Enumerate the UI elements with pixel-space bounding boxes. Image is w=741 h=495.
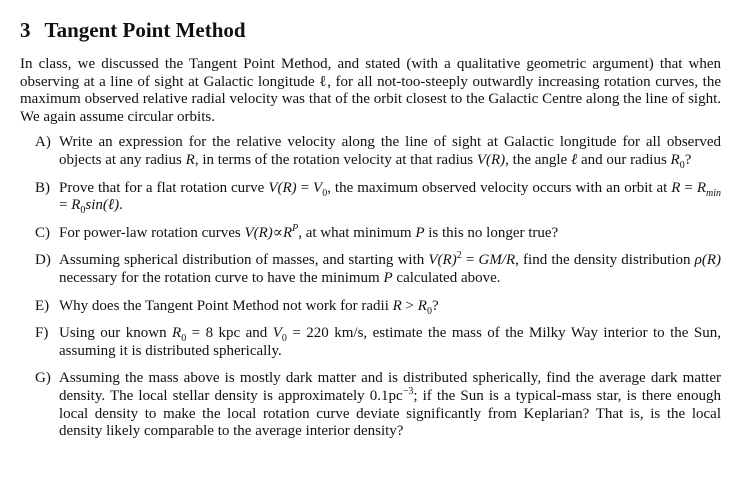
question-g-text [59,370,723,440]
question-g-text-2: ; if the Sun is a typical-mass star, is there enough local density to make the local rotation curve deviate significantly from Keplarian? That is, is the local density likely comparable to the average interior density? [59,387,721,440]
question-f-text-1: Using our known [59,325,173,342]
question-c-text-3: is this no longer true? [424,224,559,241]
question-list [20,134,723,440]
question-b-text-2: , the maximum observed velocity occurs with an orbit at [327,179,672,196]
question-b-math-r0: R [71,197,81,214]
question-a-text-2: , in terms of the rotation velocity at that radius [194,151,477,168]
question-f-math-r0-sub: 0 [181,333,187,345]
question-e [20,298,723,316]
question-e-text-2: ? [431,297,439,314]
question-b-math-sin: sin(ℓ) [85,197,120,214]
question-f-text-2: = 8 kpc and [186,325,273,342]
question-f-text [59,325,723,360]
question-d-text-3: necessary for the rotation curve to have the minimum [59,269,384,286]
question-a-math-r0: R [670,151,680,168]
question-c-text-2: , at what minimum [298,224,416,241]
section-number: 3 [20,18,31,42]
question-d-text-2: , find the density distribution [515,252,695,269]
question-d [20,252,723,287]
question-b-math-rmin: R [696,179,707,196]
question-b-text-3: . [119,197,123,214]
question-b-eq-3: = [59,197,72,214]
question-c-math-p: P [415,224,425,241]
question-d-text-1: Assuming spherical distribution of masses, and starting with [59,252,429,269]
question-d-math-p: P [383,269,393,286]
question-b-label: B) [35,179,50,196]
question-a-math-vr: V(R) [476,151,506,168]
question-d-label: D) [35,252,51,269]
question-d-eq: = [461,252,479,269]
question-a-math-r0-sub: 0 [679,159,685,171]
question-e-gt: > [401,297,418,314]
question-b-math-r: R [671,179,681,196]
question-a-text-3: , the angle [505,151,571,168]
question-b-math-vr: V(R) [268,179,297,196]
question-f-text-3: = 220 km/s, estimate the mass of the Milky Way interior to the Sun, assuming it is distributed spherically. [59,325,722,359]
question-c-text [59,222,723,243]
question-b-eq-2: = [680,179,697,196]
question-a-math-ell: ℓ [570,151,578,168]
question-e-label: E) [35,297,50,314]
question-d-math-vr: V(R) [428,252,457,269]
intro-paragraph: In class, we discussed the Tangent Point Method, and stated (with a qualitative geometric argument) that when observing at a line of sight at Galactic longitude ℓ, for all not-too-steeply outwardly increasing rotation curves, the maximum observed relative radial velocity was that of the orbit closest to the Galactic Centre along the line of sight. We again assume circular orbits. [20,56,721,125]
question-c-label: C) [35,224,50,241]
question-c-math-vr: V(R)∝R [244,224,293,241]
question-a-label: A) [35,134,51,151]
question-b-eq-1: = [296,179,314,196]
question-a-text [59,134,723,169]
question-f-math-v0: V [272,325,282,342]
question-g-label: G) [35,370,51,387]
question-e-math-r: R [392,297,402,314]
question-d-text [59,252,723,287]
question-c-math-p-sup: P [292,222,299,234]
question-g-text-1: Assuming the mass above is mostly dark matter and is distributed spherically, find the average dark matter density. The local stellar density is approximately 0.1pc [59,370,721,404]
question-d-math-rho: ρ(R) [694,252,721,269]
question-b-math-v0: V [313,179,323,196]
question-a [20,134,723,169]
question-g [20,370,723,440]
question-b [20,180,723,215]
question-a-math-r: R [185,151,195,168]
question-e-text-1: Why does the Tangent Point Method not work for radii [59,297,393,314]
section-heading [20,18,723,42]
section-title: Tangent Point Method [44,18,246,42]
question-d-text-4: calculated above. [392,269,501,286]
question-a-text-4: and our radius [577,151,671,168]
question-b-math-v0-sub: 0 [322,187,328,199]
question-d-math-gmr: GM/R [478,252,516,269]
question-d-math-sq: 2 [456,250,462,262]
question-e-math-r0-sub: 0 [426,305,432,317]
question-f-math-r0: R [172,325,182,342]
question-b-text [59,180,723,215]
question-g-math-exp: −3 [402,385,414,397]
question-f-math-v0-sub: 0 [281,333,287,345]
question-f [20,325,723,360]
question-c-text-1: For power-law rotation curves [59,224,245,241]
question-b-text-1: Prove that for a flat rotation curve [59,179,269,196]
question-f-label: F) [35,325,49,342]
question-b-math-r0-sub: 0 [80,205,86,217]
question-e-text [59,298,723,316]
question-b-math-rmin-sub: min [706,187,722,199]
question-a-text-5: ? [684,151,692,168]
question-c [20,222,723,243]
question-a-text-1: Write an expression for the relative velocity along the line of sight at Galactic longitude for all observed objects at any radius [59,134,721,168]
question-e-math-r0: R [417,297,427,314]
